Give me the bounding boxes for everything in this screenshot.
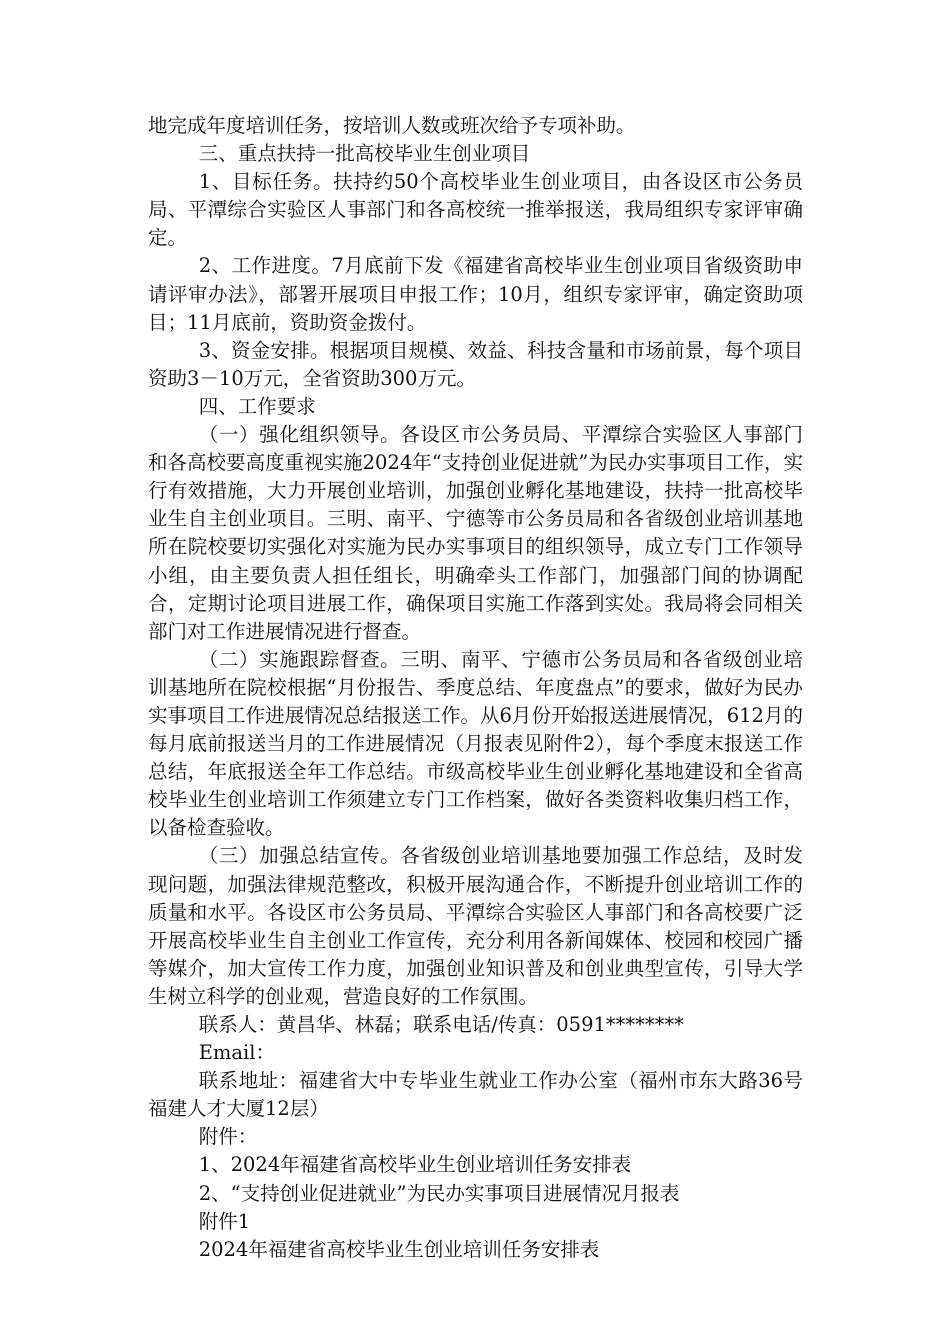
section-heading-key-support: 三、重点扶持一批高校毕业生创业项目 <box>198 142 531 166</box>
paragraph-funding: 3、资金安排。根据项目规模、效益、科技含量和市场前景，每个项目资助3－10万元，全省资助300万元。 <box>148 338 803 390</box>
paragraph-tracking-supervision: （二）实施跟踪督查。三明、南平、宁德市公务员局和各省级创业培训基地所在院校根据“月份报告、季度总结、年度盘点”的要求，做好为民办实事项目工作进展情况总结报送工作。从6月份开始报送进展情况，612月的每月底前报送当月的工作进展情况（月报表见附件2），每个季度末报送工作总结，年底报送全年工作总结。市级高校毕业生创业孵化基地建设和全省高校毕业生创业培训工作须建立专门工作档案，做好各类资料收集归档工作，以备检查验收。 <box>148 647 803 840</box>
email-line: Email： <box>198 1041 276 1065</box>
attachment-item-2: 2、“支持创业促进就业”为民办实事项目进展情况月报表 <box>198 1181 680 1205</box>
paragraph-summary-publicity: （三）加强总结宣传。各省级创业培训基地要加强工作总结，及时发现问题，加强法律规范整改，积极开展沟通合作，不断提升创业培训工作的质量和水平。各设区市公务员局、平潭综合实验区人事部门和各高校要广泛开展高校毕业生自主创业工作宣传，充分利用各新闻媒体、校园和校园广播等媒介，加大宣传工作力度，加强创业知识普及和创业典型宣传，引导大学生树立科学的创业观，营造良好的工作氛围。 <box>148 844 803 1008</box>
paragraph-target-tasks: 1、目标任务。扶持约50个高校毕业生创业项目，由各设区市公务员局、平潭综合实验区人事部门和各高校统一推举报送，我局组织专家评审确定。 <box>148 170 803 250</box>
attachments-label: 附件： <box>198 1125 258 1149</box>
document-body <box>148 112 803 1264</box>
attachment-item-1: 1、2024年福建省高校毕业生创业培训任务安排表 <box>198 1153 632 1177</box>
section-heading-requirements: 四、工作要求 <box>198 394 316 418</box>
paragraph-organization-leadership: （一）强化组织领导。各设区市公务员局、平潭综合实验区人事部门和各高校要高度重视实施2024年“支持创业促进就”为民办实事项目工作，实行有效措施，大力开展创业培训，加强创业孵化基地建设，扶持一批高校毕业生自主创业项目。三明、南平、宁德等市公务员局和各省级创业培训基地所在院校要切实强化对实施为民办实事项目的组织领导，成立专门工作领导小组，由主要负责人担任组长，明确牵头工作部门，加强部门间的协调配合，定期讨论项目进展工作，确保项目实施工作落到实处。我局将会同相关部门对工作进展情况进行督查。 <box>148 423 803 643</box>
paragraph-work-progress: 2、工作进度。7月底前下发《福建省高校毕业生创业项目省级资助申请评审办法》，部署开展项目申报工作；10月，组织专家评审，确定资助项目；11月底前，资助资金拨付。 <box>148 254 803 334</box>
annex-1-label: 附件1 <box>198 1209 251 1233</box>
address-line: 联系地址：福建省大中专毕业生就业工作办公室（福州市东大路36号福建人才大厦12层） <box>148 1069 803 1121</box>
paragraph-continuation: 地完成年度培训任务，按培训人数或班次给予专项补助。 <box>148 114 636 137</box>
annex-1-title: 2024年福建省高校毕业生创业培训任务安排表 <box>198 1237 600 1261</box>
contact-line: 联系人：黄昌华、林磊；联系电话/传真：0591******** <box>198 1013 684 1036</box>
